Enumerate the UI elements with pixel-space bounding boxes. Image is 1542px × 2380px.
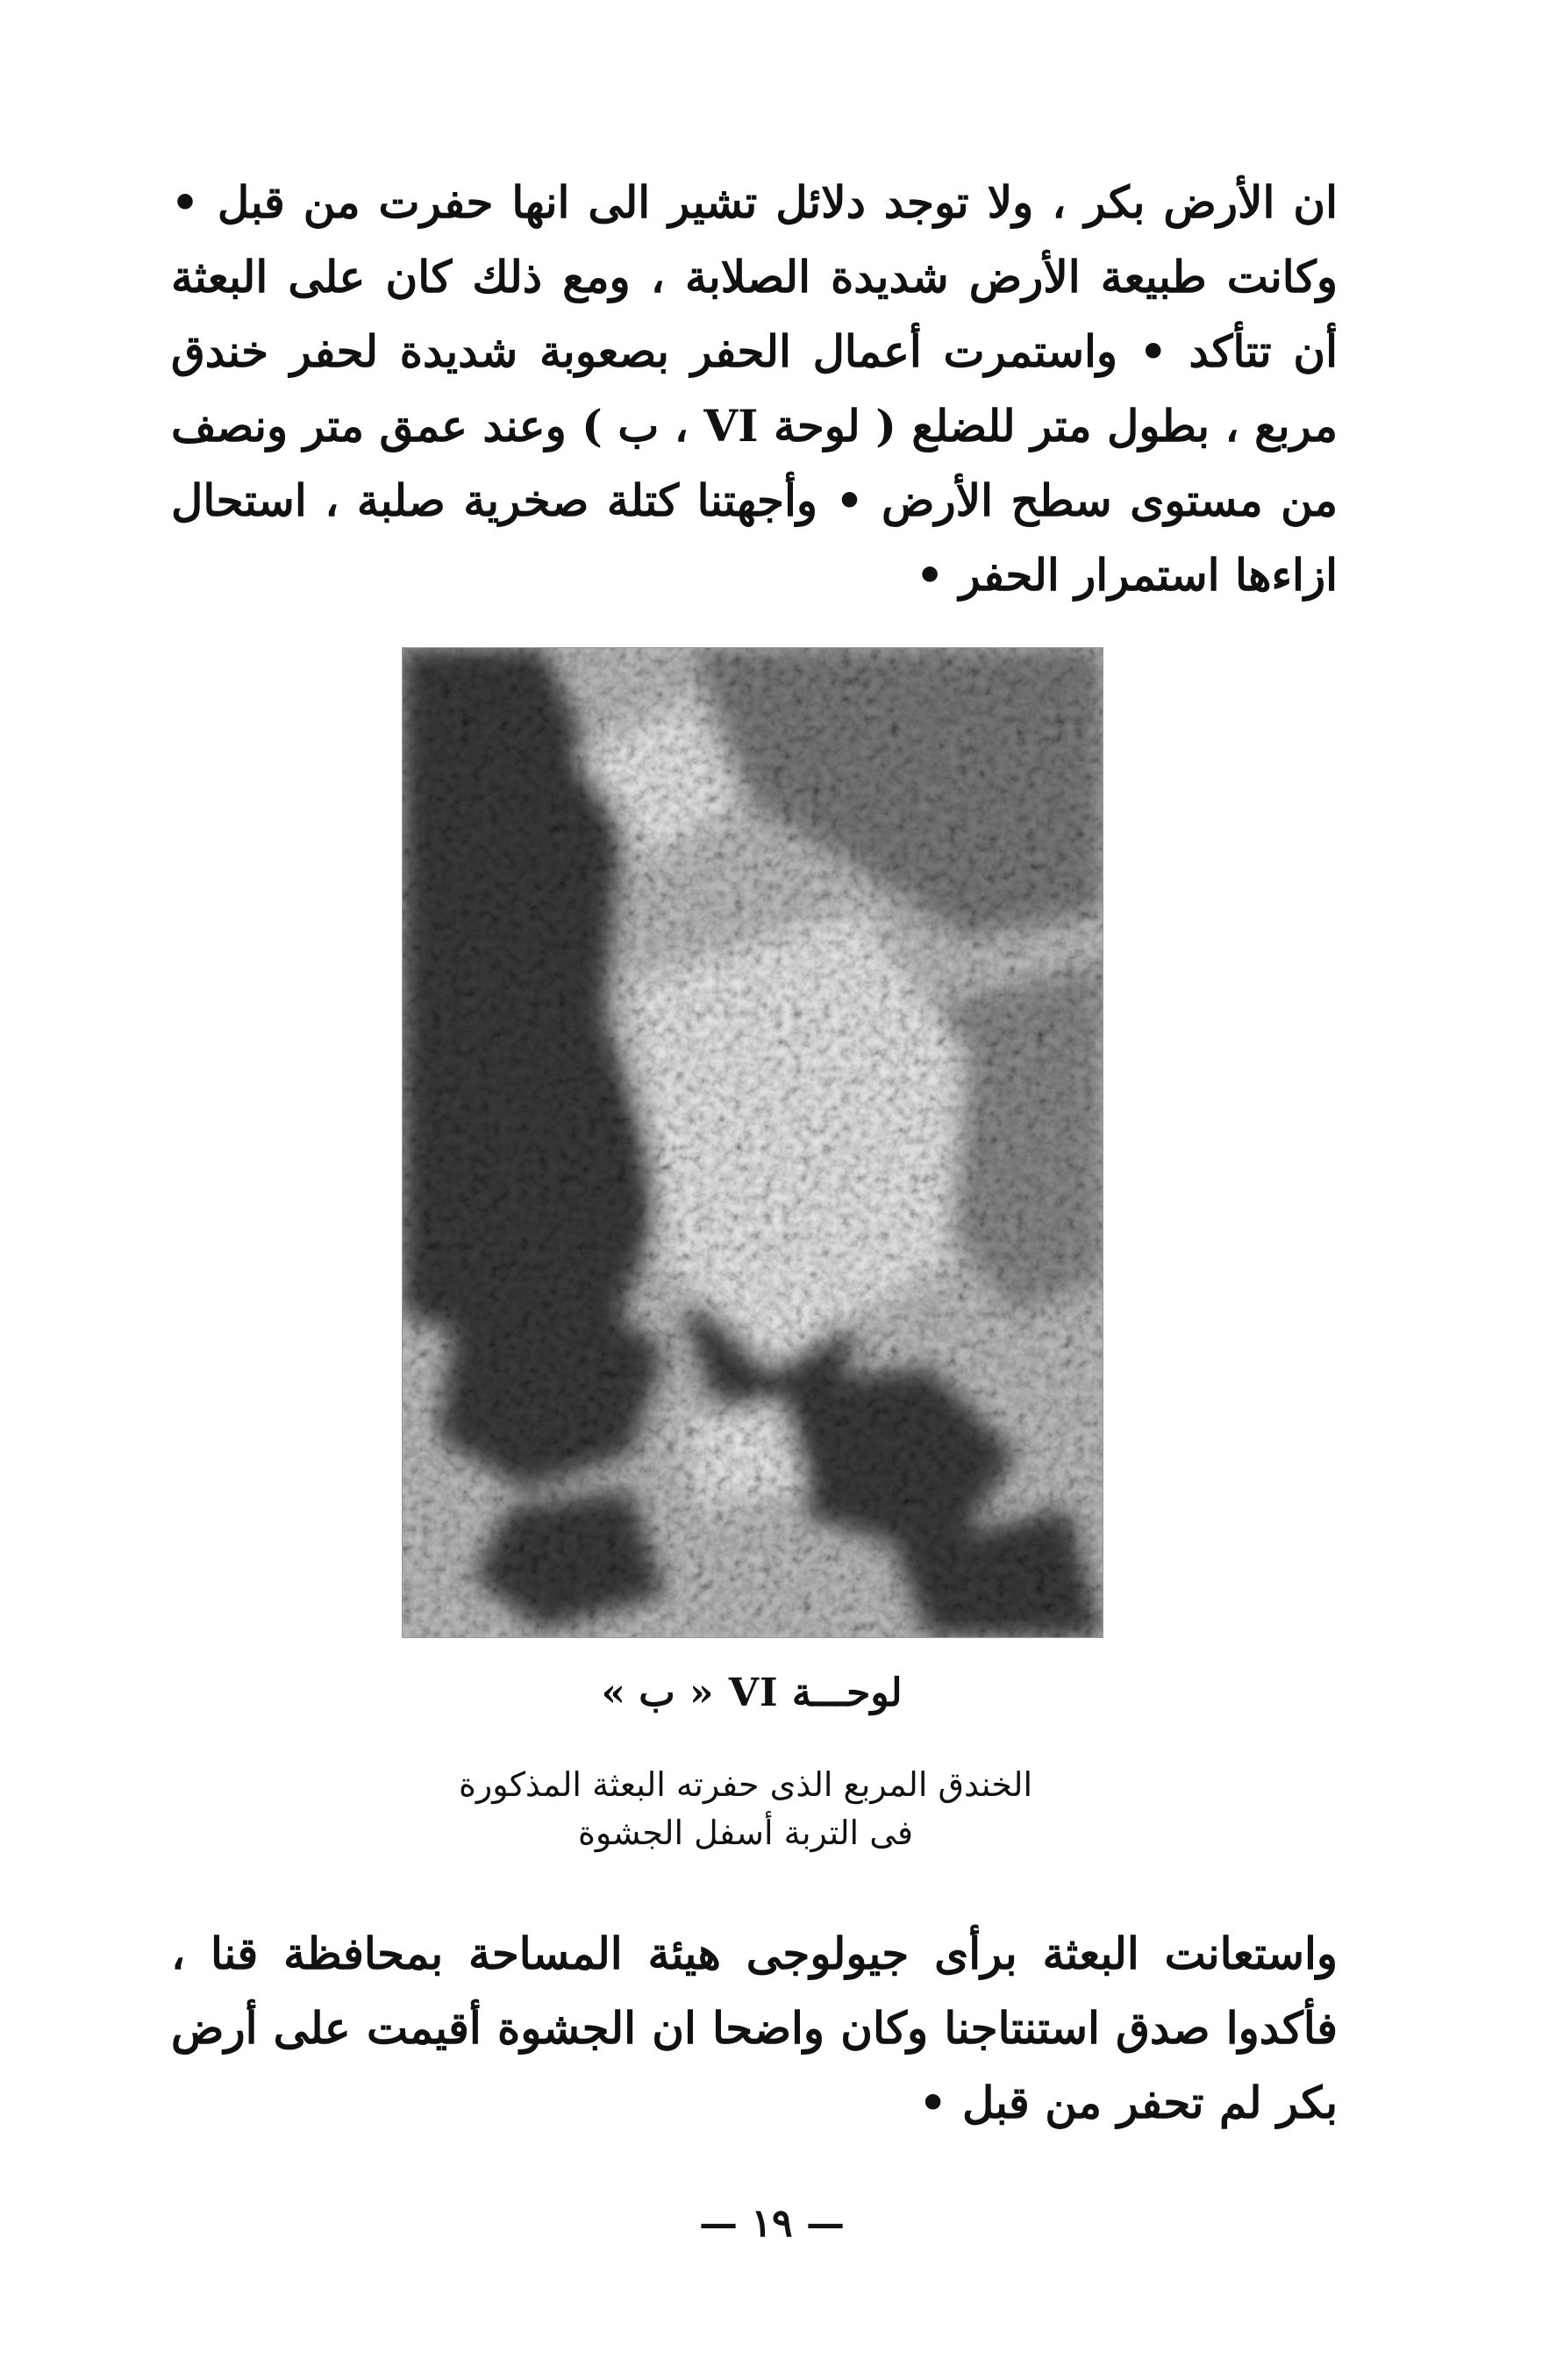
figure-caption-line-1: الخندق المربع الذى حفرته البعثة المذكورة: [458, 1765, 1033, 1804]
trench-photograph: [402, 647, 1103, 1638]
body-paragraph-2: واستعانت البعثة برأى جيولوجى هيئة المساحة بمحافظة قنا ، فأكدوا صدق استنتاجنا وكان واضحا ان الجشوة أقيمت على أرض بكر لم تحفر من قبل •: [171, 1928, 1338, 2128]
page-number: — ١٩ —: [699, 2201, 845, 2246]
figure-caption-line-2: فى التربة أسفل الجشوة: [577, 1814, 914, 1852]
body-paragraph-1: ان الأرض بكر ، ولا توجد دلائل تشير الى انها حفرت من قبل • وكانت طبيعة الأرض شديدة الصلابة ، ومع ذلك كان على البعثة أن تتأكد • واستمرت أعمال الحفر بصعوبة شديدة لحفر خندق مربع ، بطول متر للضلع ( لوحة VI ، ب ) وعند عمق متر ونصف من مستوى سطح الأرض • وأجهتنا كتلة صخرية صلبة ، استحال ازاءها استمرار الحفر •: [171, 176, 1339, 601]
plate-label: لوحـــة VI « ب »: [601, 1671, 903, 1715]
photo-texture: [403, 648, 1103, 1637]
